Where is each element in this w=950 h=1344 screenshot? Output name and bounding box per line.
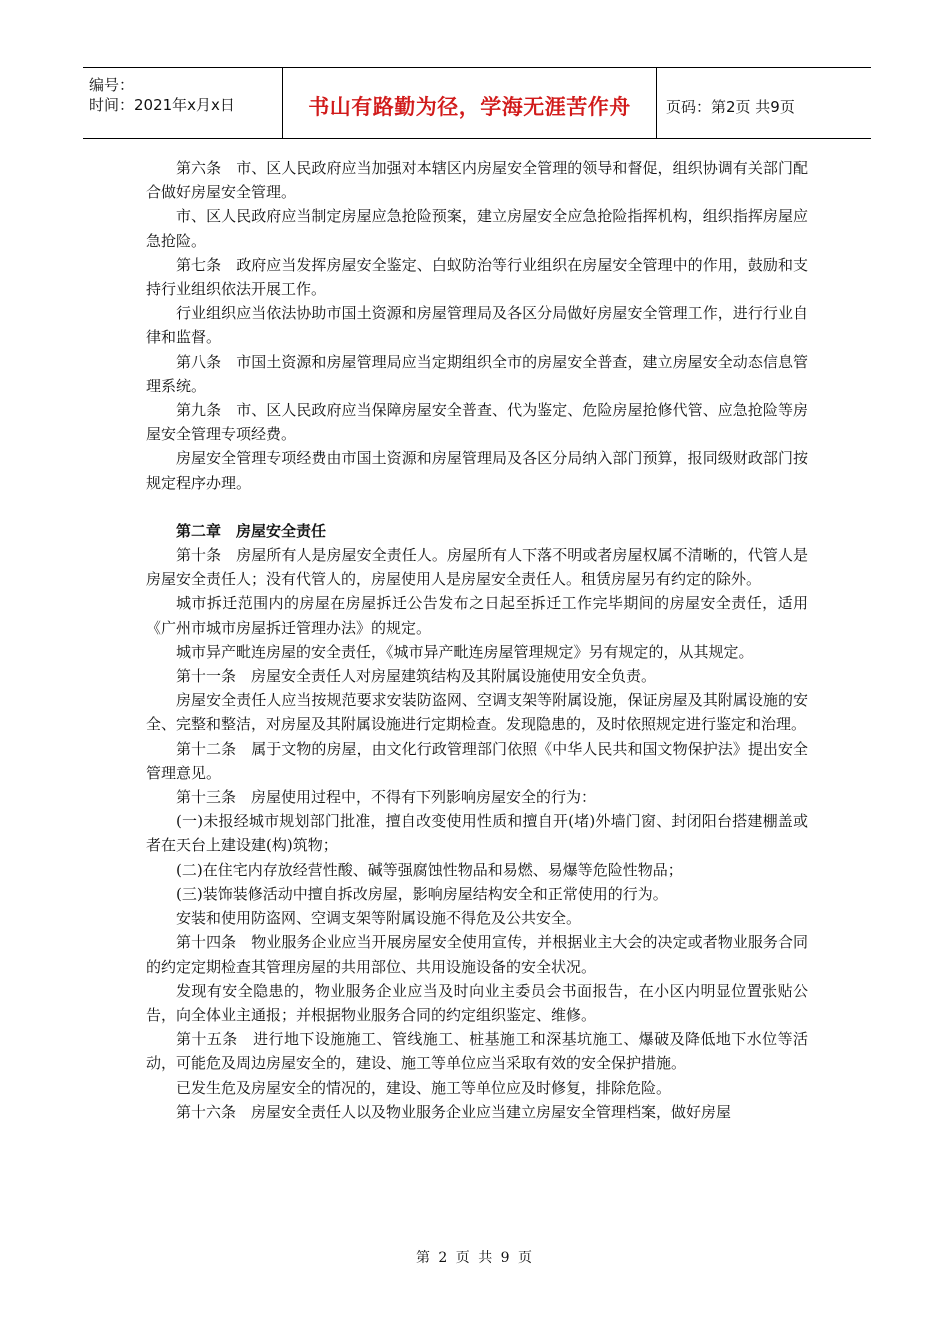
paragraph: 城市拆迁范围内的房屋在房屋拆迁公告发布之日起至拆迁工作完毕期间的房屋安全责任，适用《广州市城市房屋拆迁管理办法》的规定。 <box>146 594 808 637</box>
document-date-label: 时间：2021年x月x日 <box>89 96 235 114</box>
paragraph: 城市异产毗连房屋的安全责任，《城市异产毗连房屋管理规定》另有规定的，从其规定。 <box>176 642 754 661</box>
paragraph: 第六条 市、区人民政府应当加强对本辖区内房屋安全管理的领导和督促，组织协调有关部门配合做好房屋安全管理。 <box>146 159 808 202</box>
paragraph: 第十六条 房屋安全责任人以及物业服务企业应当建立房屋安全管理档案，做好房屋 <box>176 1102 732 1121</box>
header-motto: 书山有路勤为径，学海无涯苦作舟 <box>308 95 631 119</box>
paragraph: 市、区人民政府应当制定房屋应急抢险预案，建立房屋安全应急抢险指挥机构，组织指挥房屋应急抢险。 <box>146 207 808 250</box>
paragraph: 第十四条 物业服务企业应当开展房屋安全使用宣传，并根据业主大会的决定或者物业服务合同的约定定期检查其管理房屋的共用部位、共用设施设备的安全状况。 <box>146 933 808 976</box>
paragraph: 第十三条 房屋使用过程中，不得有下列影响房屋安全的行为： <box>176 788 597 807</box>
paragraph: 第九条 市、区人民政府应当保障房屋安全普查、代为鉴定、危险房屋抢修代管、应急抢险等房屋安全管理专项经费。 <box>146 401 808 444</box>
document-number-label: 编号： <box>89 76 135 94</box>
paragraph: (三)装饰装修活动中擅自拆改房屋，影响房屋结构安全和正常使用的行为。 <box>176 884 668 903</box>
header-meta <box>83 68 283 138</box>
paragraph: (一)未报经城市规划部门批准，擅自改变使用性质和擅自开(堵)外墙门窗、封闭阳台搭建棚盖或者在天台上建设建(构)筑物； <box>146 812 808 855</box>
paragraph: 房屋安全管理专项经费由市国土资源和房屋管理局及各区分局纳入部门预算，报同级财政部门按规定程序办理。 <box>146 449 808 492</box>
header-motto-cell <box>283 68 657 138</box>
paragraph: 第十五条 进行地下设施施工、管线施工、桩基施工和深基坑施工、爆破及降低地下水位等活动，可能危及周边房屋安全的，建设、施工等单位应当采取有效的安全保护措施。 <box>146 1030 808 1073</box>
paragraph: 第十条 房屋所有人是房屋安全责任人。房屋所有人下落不明或者房屋权属不清晰的，代管人是房屋安全责任人；没有代管人的，房屋使用人是房屋安全责任人。租赁房屋另有约定的除外。 <box>146 546 808 589</box>
paragraph: 第十一条 房屋安全责任人对房屋建筑结构及其附属设施使用安全负责。 <box>176 667 657 686</box>
paragraph: 行业组织应当依法协助市国土资源和房屋管理局及各区分局做好房屋安全管理工作，进行行业自律和监督。 <box>146 304 808 347</box>
page-footer: 第 2 页 共 9 页 <box>415 1250 535 1266</box>
paragraph: 发现有安全隐患的，物业服务企业应当及时向业主委员会书面报告，在小区内明显位置张贴公告，向全体业主通报；并根据物业服务合同的约定组织鉴定、维修。 <box>146 981 808 1024</box>
section-gap <box>146 495 808 519</box>
paragraph: (二)在住宅内存放经营性酸、碱等强腐蚀性物品和易燃、易爆等危险性物品； <box>176 860 683 879</box>
page-header <box>83 67 871 139</box>
paragraph: 第七条 政府应当发挥房屋安全鉴定、白蚁防治等行业组织在房屋安全管理中的作用，鼓励和支持行业组织依法开展工作。 <box>146 255 808 299</box>
paragraph: 已发生危及房屋安全的情况的，建设、施工等单位应及时修复，排除危险。 <box>176 1078 672 1097</box>
paragraph: 第八条 市国土资源和房屋管理局应当定期组织全市的房屋安全普查，建立房屋安全动态信息管理系统。 <box>146 352 808 395</box>
paragraph: 第十二条 属于文物的房屋，由文化行政管理部门依照《中华人民共和国文物保护法》提出安全管理意见。 <box>146 739 808 782</box>
document-body <box>146 156 808 1124</box>
header-page-number: 页码：第2页 共9页 <box>666 97 795 116</box>
chapter-heading: 第二章 房屋安全责任 <box>176 521 327 540</box>
paragraph: 房屋安全责任人应当按规范要求安装防盗网、空调支架等附属设施，保证房屋及其附属设施的安全、完整和整洁，对房屋及其附属设施进行定期检查。发现隐患的，及时依照规定进行鉴定和治理。 <box>146 691 808 734</box>
paragraph: 安装和使用防盗网、空调支架等附属设施不得危及公共安全。 <box>176 909 582 928</box>
